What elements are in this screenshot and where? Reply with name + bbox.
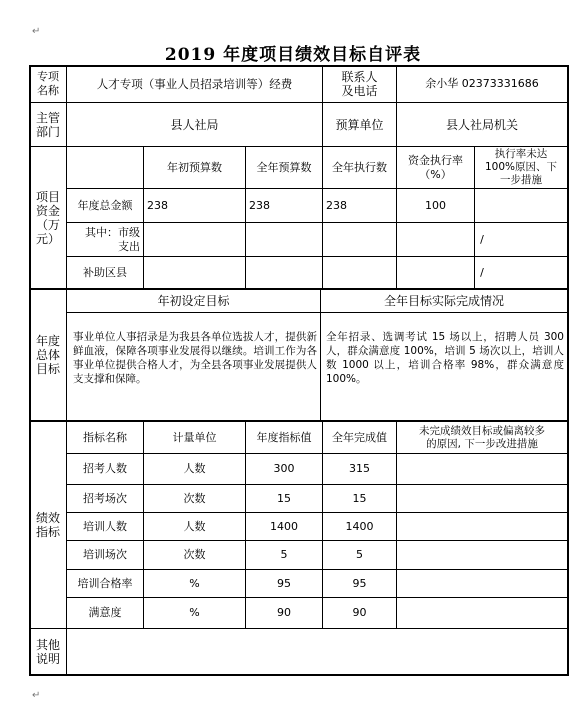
indicator-unit: 人数 [183, 462, 206, 475]
other-label: 其他 说明 [35, 637, 60, 666]
indicator-col-header: 年度指标值 [256, 430, 312, 444]
indicator-actual: 1400 [345, 519, 374, 533]
funds-col-header: 年初预算数 [167, 160, 222, 174]
funds-row-label: 其中：市级 支出 [85, 225, 140, 253]
contact-value: 余小华 02373331686 [425, 77, 539, 90]
funds-col-header: 执行率未达 100%原因、下 一步措施 [484, 148, 558, 186]
funds-section-label: 项目 资金 （万 元） [35, 189, 60, 246]
funds-cell [246, 257, 322, 288]
funds-col-header: 全年预算数 [256, 160, 312, 174]
goals-actual-text: 全年招录、选调考试 15 场以上，招聘人员 300 人，群众满意度 100%，培训 5 场次以上，培训人数 1000 以上，培训合格率 98%，群众满意度 100%。 [326, 331, 564, 385]
funds-cell [475, 189, 567, 222]
paragraph-mark: ↵ [32, 690, 41, 701]
indicator-name: 培训场次 [83, 548, 127, 561]
funds-cell [246, 223, 322, 256]
other-value [67, 629, 567, 674]
funds-row-label: 补助区县 [83, 265, 127, 279]
indicator-actual: 5 [356, 548, 363, 561]
funds-row-label: 年度总金额 [77, 198, 133, 212]
indicator-target: 95 [277, 576, 291, 590]
indicator-target: 15 [277, 491, 291, 505]
funds-cell [144, 223, 245, 256]
funds-cell: / [480, 265, 484, 279]
indicator-col-header: 未完成绩效目标或偏离较多 的原因, 下一步改进措施 [419, 424, 545, 450]
dept-value: 县人社局 [170, 117, 219, 132]
dept-label: 主管 部门 [35, 110, 60, 139]
indicator-reason [397, 454, 567, 484]
indicator-reason [397, 570, 567, 597]
indicator-col-header: 全年完成值 [332, 430, 387, 444]
funds-cell [323, 257, 396, 288]
indicator-unit: % [189, 576, 200, 590]
indicator-col-header: 指标名称 [83, 430, 127, 444]
indicator-unit: 人数 [183, 519, 206, 533]
indicator-reason [397, 513, 567, 540]
indicator-target: 90 [277, 606, 291, 619]
indicator-col-header: 计量单位 [172, 430, 217, 444]
indicator-target: 300 [273, 462, 295, 475]
paragraph-mark: ↵ [32, 26, 41, 37]
page-title: 2019 年度项目绩效目标自评表 [164, 45, 422, 65]
indicators-section-label: 绩效 指标 [35, 511, 60, 539]
indicator-name: 培训人数 [83, 519, 127, 533]
goals-actual-header: 全年目标实际完成情况 [383, 294, 504, 308]
funds-cell [323, 223, 396, 256]
funds-cell: 238 [249, 198, 270, 212]
funds-cell: 238 [326, 198, 347, 212]
project-name-label: 专项 名称 [37, 70, 59, 97]
indicator-actual: 95 [352, 576, 367, 590]
indicator-actual: 90 [352, 606, 367, 619]
indicator-actual: 15 [352, 491, 367, 505]
indicator-reason [397, 541, 567, 569]
indicator-reason [397, 598, 567, 628]
indicator-actual: 315 [349, 462, 370, 475]
indicator-unit: 次数 [183, 491, 206, 505]
indicator-name: 招考场次 [83, 491, 127, 505]
goals-planned-text: 事业单位人事招录是为我县各单位选拔人才，提供新鲜血液，保障各项事业发展得以继续。培训工作为各事业单位提供合格人才，为全县各项事业发展提供人支支撑和保障。 [73, 331, 317, 385]
goals-section-label: 年度 总体 目标 [35, 334, 60, 376]
indicator-reason [397, 485, 567, 512]
goals-planned-header: 年初设定目标 [157, 294, 230, 308]
budget-unit-value: 县人社局机关 [445, 117, 518, 132]
indicator-target: 1400 [270, 519, 298, 533]
funds-col-header: 全年执行数 [332, 160, 387, 174]
funds-col-header: 资金执行率 （%） [408, 153, 463, 181]
indicator-name: 招考人数 [83, 462, 127, 475]
indicator-target: 5 [280, 548, 288, 561]
funds-cell: 100 [425, 198, 446, 212]
indicator-unit: % [189, 606, 200, 619]
budget-unit-label: 预算单位 [335, 117, 384, 132]
indicator-name: 培训合格率 [77, 576, 133, 590]
funds-cell [144, 257, 245, 288]
funds-cell: 238 [147, 198, 168, 212]
contact-label: 联系人 及电话 [341, 70, 378, 98]
funds-cell: / [480, 232, 484, 246]
project-name-value: 人才专项（事业人员招录培训等）经费 [96, 77, 293, 91]
indicator-name: 满意度 [88, 606, 122, 619]
indicator-unit: 次数 [183, 548, 206, 561]
